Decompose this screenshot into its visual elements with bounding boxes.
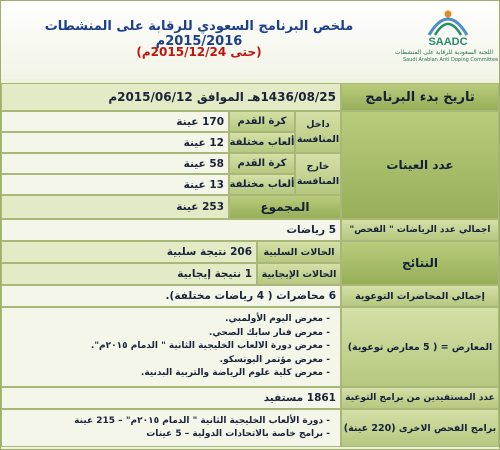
lectures-label: إجمالي المحاضرات التوعوية	[341, 285, 499, 307]
committee-logo	[394, 5, 499, 75]
program-start-value: 1436/08/25هـ الموافق 2015/06/12م	[1, 83, 341, 111]
beneficiaries-value: 1861 مستفيد	[1, 387, 341, 409]
logo-mark-icon	[421, 5, 475, 49]
exhibitions-label: المعارض = ( 5 معارض توعوية)	[341, 307, 499, 387]
list-item: - معرض اليوم الأولمبي.	[225, 314, 330, 325]
sample-count: 12 عينة	[1, 132, 229, 153]
sport-label: كرة القدم	[229, 153, 295, 174]
beneficiaries-row	[1, 387, 499, 409]
sports-total-label: اجمالي عدد الرياضات " الفحص"	[341, 219, 499, 241]
logo-arabic-name: اللجنة السعودية للرقابة على المنشطات	[394, 49, 493, 56]
program-start-row	[1, 83, 499, 111]
sport-label: ألعاب مختلفة	[229, 132, 295, 153]
exhibitions-row	[1, 307, 499, 387]
page-header	[1, 1, 499, 79]
out-competition-label: خارج المنافسة	[295, 153, 341, 195]
negative-value: 206 نتيجة سلبية	[1, 241, 257, 263]
negative-label: الحالات السلبية	[257, 241, 341, 263]
list-item: - معرض فنار سابك الصحي.	[208, 327, 330, 338]
sample-count: 58 عينة	[1, 153, 229, 174]
positive-label: الحالات الإيجابية	[257, 263, 341, 285]
list-item: - معرض كلية علوم الرياضة والتربية البدنية.	[140, 368, 330, 379]
page-subtitle: (حتى 2015/12/24م)	[136, 45, 262, 59]
total-label: المجموع	[229, 195, 341, 219]
page-title: ملخص البرنامج السعودي للرقابة على المنشطات 2015/2016م	[44, 19, 354, 49]
samples-label: عدد العينات	[341, 111, 499, 219]
exhibitions-list	[1, 307, 341, 387]
sports-total-value: 5 رياضات	[1, 219, 341, 241]
other-testing-row	[1, 409, 499, 447]
sample-count: 13 عينة	[1, 174, 229, 195]
beneficiaries-label: عدد المستفيدين من برامج التوعية	[341, 387, 499, 409]
list-item: - معرض مؤتمر اليونسكو.	[219, 354, 330, 365]
sports-total-row	[1, 219, 499, 241]
results-block	[1, 241, 499, 285]
other-testing-list	[1, 409, 341, 447]
lectures-row	[1, 285, 499, 307]
sample-count: 170 عينة	[1, 111, 229, 132]
list-item: - دورة الألعاب الخليجية الثانية " الدمام ٢٠١٥م" – 215 عينة	[74, 415, 330, 426]
results-label: النتائج	[341, 241, 499, 285]
program-start-label: تاريخ بدء البرنامج	[341, 83, 499, 111]
samples-block	[1, 111, 499, 219]
total-value: 253 عينة	[1, 195, 229, 219]
lectures-value: 6 محاضرات ( 4 رياضات مختلفة).	[1, 285, 341, 307]
logo-mark-text: SAADC	[428, 36, 468, 48]
list-item: - معرض دورة الالعاب الخليجية الثانية " الدمام ٢٠١٥م".	[90, 341, 330, 352]
positive-value: 1 نتيجة إيجابية	[1, 263, 257, 285]
summary-table	[1, 83, 499, 447]
other-testing-label: برامج الفحص الاخرى (220 عينة)	[341, 409, 499, 447]
logo-english-name: Saudi Arabian Anti Doping Committee	[403, 57, 499, 63]
list-item: - برامج خاصة بالاتحادات الدولية – 5 عينات	[146, 429, 330, 439]
sport-label: كرة القدم	[229, 111, 295, 132]
in-competition-label: داخل المنافسة	[295, 111, 341, 153]
sport-label: ألعاب مختلفة	[229, 174, 295, 195]
